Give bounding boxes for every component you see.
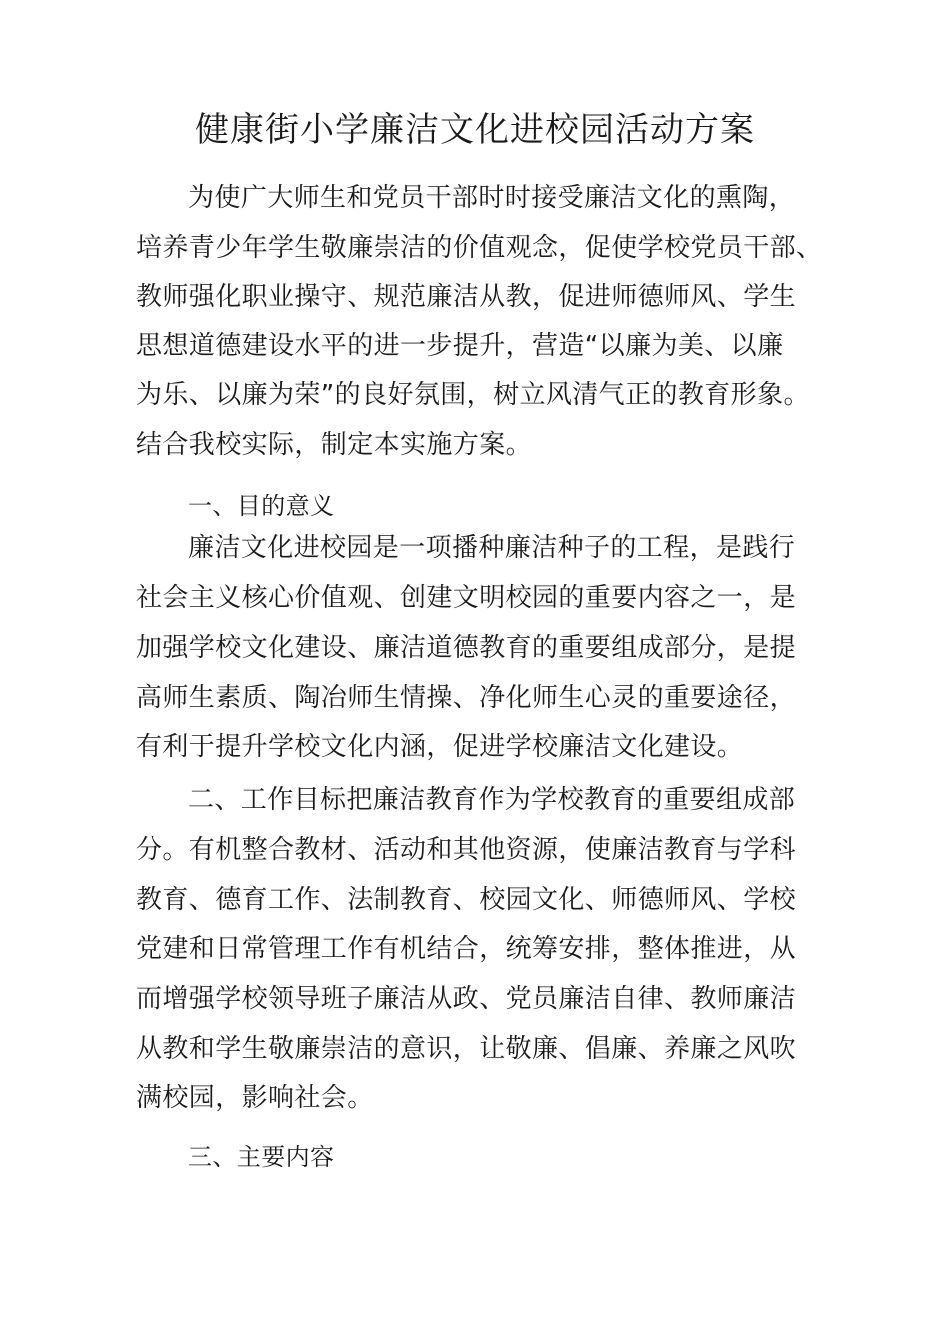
intro-line: 结合我校实际，制定本实施方案。	[136, 430, 533, 460]
section2-line: 二、工作目标把廉洁教育作为学校教育的重要组成部	[188, 785, 796, 815]
section2-line: 教育、德育工作、法制教育、校园文化、师德师风、学校	[136, 885, 797, 915]
section2-line: 而增强学校领导班子廉洁从政、党员廉洁自律、教师廉洁	[136, 984, 797, 1014]
intro-line: 为使广大师生和党员干部时时接受廉洁文化的熏陶，	[188, 183, 796, 213]
section1-line: 有利于提升学校文化内涵，促进学校廉洁文化建设。	[136, 732, 744, 762]
section1-line: 高师生素质、陶冶师生情操、净化师生心灵的重要途径，	[136, 683, 797, 713]
intro-line: 为乐、以廉为荣”的良好氛围，树立风清气正的教育形象。	[136, 380, 810, 410]
section-heading-1: 一、目的意义	[188, 492, 335, 520]
section2-line: 从教和学生敬廉崇洁的意识，让敬廉、倡廉、养廉之风吹	[136, 1034, 797, 1064]
document-title: 健康街小学廉洁文化进校园活动方案	[195, 110, 755, 150]
section-heading-3: 三、主要内容	[188, 1143, 335, 1171]
section1-line: 廉洁文化进校园是一项播种廉洁种子的工程，是践行	[188, 533, 796, 563]
intro-line: 教师强化职业操守、规范廉洁从教，促进师德师风、学生	[136, 282, 797, 312]
section1-line: 社会主义核心价值观、创建文明校园的重要内容之一，是	[136, 583, 797, 613]
section1-line: 加强学校文化建设、廉洁道德教育的重要组成部分，是提	[136, 633, 797, 663]
intro-line: 培养青少年学生敬廉崇洁的价值观念，促使学校党员干部、	[136, 233, 823, 263]
section2-line: 满校园，影响社会。	[136, 1083, 374, 1113]
intro-line: 思想道德建设水平的进一步提升，营造“以廉为美、以廉	[136, 331, 784, 361]
section2-line: 分。有机整合教材、活动和其他资源，使廉洁教育与学科	[136, 835, 797, 865]
section2-line: 党建和日常管理工作有机结合，统筹安排，整体推进，从	[136, 934, 797, 964]
